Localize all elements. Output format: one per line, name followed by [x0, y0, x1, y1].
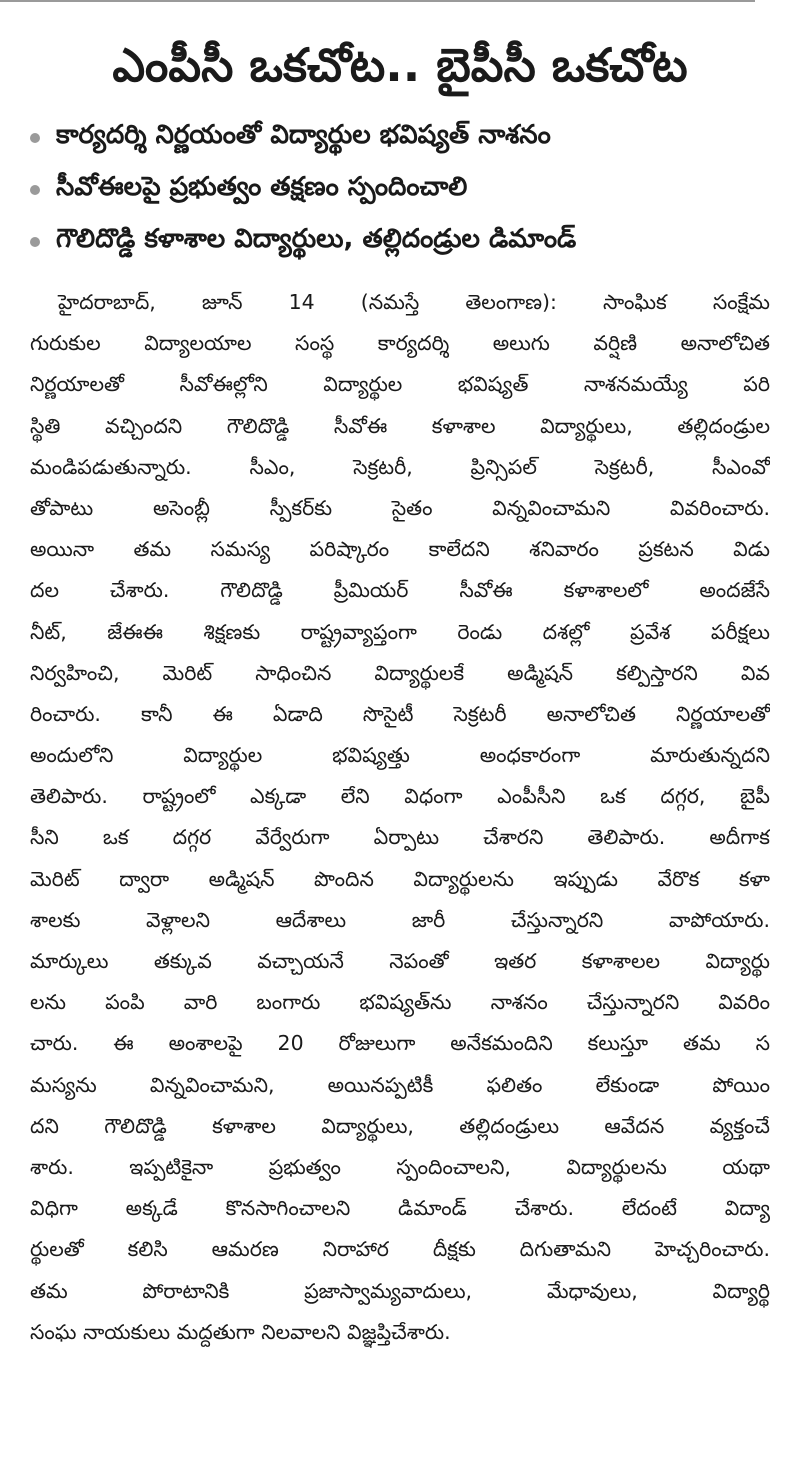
article-line: మండిపడుతున్నారు. సీఎం, సెక్రటరీ, ప్రిన్సిపల్ సెక్రటరీ, సీఎంవో	[30, 454, 770, 479]
article-line: నిర్వహించి, మెరిట్ సాధించిన విద్యార్థులకే అడ్మిషన్ కల్పిస్తారని వివ	[30, 660, 770, 685]
article-line: శారు. ఇప్పటికైనా ప్రభుత్వం స్పందించాలని, విద్యార్థులను యథా	[30, 1154, 770, 1179]
article-line: మెరిట్ ద్వారా అడ్మిషన్ పొందిన విద్యార్థులను ఇప్పుడు వేరొక కళా	[30, 866, 770, 891]
article-line: మార్కులు తక్కువ వచ్చాయనే నెపంతో ఇతర కళాశాలల విద్యార్థు	[30, 949, 770, 973]
top-rule	[0, 0, 755, 2]
article-line: అయినా తమ సమస్య పరిష్కారం కాలేదని శనివారం ప్రకటన విడు	[30, 537, 770, 562]
article-line: దల చేశారు. గౌలిదొడ్డి ప్రీమియర్ సీవోఈ కళాశాలలో అందజేసే	[30, 578, 770, 603]
summary-bullet	[30, 112, 790, 164]
article-line: తెలిపారు. రాష్ట్రంలో ఎక్కడా లేని విధంగా ఎంపీసీని ఒక దగ్గర, బైపీ	[30, 784, 770, 809]
article-line: నిర్ణయాలతో సీవోఈల్లోని విద్యార్థుల భవిష్యత్ నాశనమయ్యే పరి	[30, 372, 770, 397]
article-line: అందులోని విద్యార్థుల భవిష్యత్తు అంధకారంగా మారుతున్నదని	[30, 743, 770, 768]
article-line: రించారు. కానీ ఈ ఏడాది సొసైటీ సెక్రటరీ అనాలోచిత నిర్ణయాలతో	[30, 701, 770, 726]
article-line: శాలకు వెళ్లాలని ఆదేశాలు జారీ చేస్తున్నారని వాపోయారు.	[30, 907, 770, 932]
bullet-dot-icon	[30, 185, 40, 195]
article-line: చారు. ఈ అంశాలపై 20 రోజులుగా అనేకమందిని కలుస్తూ తమ స	[30, 1031, 770, 1056]
summary-bullets	[30, 112, 790, 268]
summary-bullet-text: సీవోఈలపై ప్రభుత్వం తక్షణం స్పందించాలి	[56, 172, 468, 202]
article-line: సంఘ నాయకులు మద్దతుగా నిలవాలని విజ్ఞప్తిచేశారు.	[30, 1319, 451, 1344]
headline: ఎంపీసీ ఒకచోట.. బైపీసీ ఒకచోట	[112, 38, 688, 92]
summary-bullet-text: గౌలిదొడ్డి కళాశాల విద్యార్థులు, తల్లిదండ్రుల డిమాండ్	[56, 224, 577, 254]
article-line: విధిగా అక్కడే కొనసాగించాలని డిమాండ్ చేశారు. లేదంటే విద్యా	[30, 1196, 770, 1221]
bullet-dot-icon	[30, 237, 40, 247]
article-line: స్థితి వచ్చిందని గౌలిదొడ్డి సీవోఈ కళాశాల విద్యార్థులు, తల్లిదండ్రుల	[30, 413, 770, 438]
article-line: దని గౌలిదొడ్డి కళాశాల విద్యార్థులు, తల్లిదండ్రులు ఆవేదన వ్యక్తంచే	[30, 1113, 770, 1138]
article-line: ర్థులతో కలిసి ఆమరణ నిరాహార దీక్షకు దిగుతామని హెచ్చరించారు.	[30, 1237, 770, 1262]
summary-bullet	[30, 164, 790, 216]
bullet-dot-icon	[30, 133, 40, 143]
article-line: హైదరాబాద్, జూన్ 14 (నమస్తే తెలంగాణ): సాంఘిక సంక్షేమ	[58, 290, 770, 314]
article-line: లను పంపి వారి బంగారు భవిష్యత్‌ను నాశనం చేస్తున్నారని వివరిం	[30, 990, 770, 1015]
summary-bullet	[30, 216, 790, 268]
article-line: తోపాటు అసెంబ్లీ స్పీకర్‌కు సైతం విన్నవించామని వివరించారు.	[30, 495, 770, 520]
article-body	[30, 282, 770, 1353]
article-line: గురుకుల విద్యాలయాల సంస్థ కార్యదర్శి అలుగు వర్షిణి అనాలోచిత	[30, 331, 770, 356]
article-line: తమ పోరాటానికి ప్రజాస్వామ్యవాదులు, మేధావులు, విద్యార్థి	[30, 1278, 770, 1303]
summary-bullet-text: కార్యదర్శి నిర్ణయంతో విద్యార్థుల భవిష్యత్ నాశనం	[56, 120, 551, 150]
article-line: నీట్, జేఈఈ శిక్షణకు రాష్ట్రవ్యాప్తంగా రెండు దశల్లో ప్రవేశ పరీక్షలు	[30, 619, 770, 644]
article-line: సీని ఒక దగ్గర వేర్వేరుగా ఏర్పాటు చేశారని తెలిపారు. అదీగాక	[30, 825, 770, 850]
article-line: మస్యను విన్నవించామని, అయినప్పటికీ ఫలితం లేకుండా పోయిం	[30, 1072, 770, 1097]
